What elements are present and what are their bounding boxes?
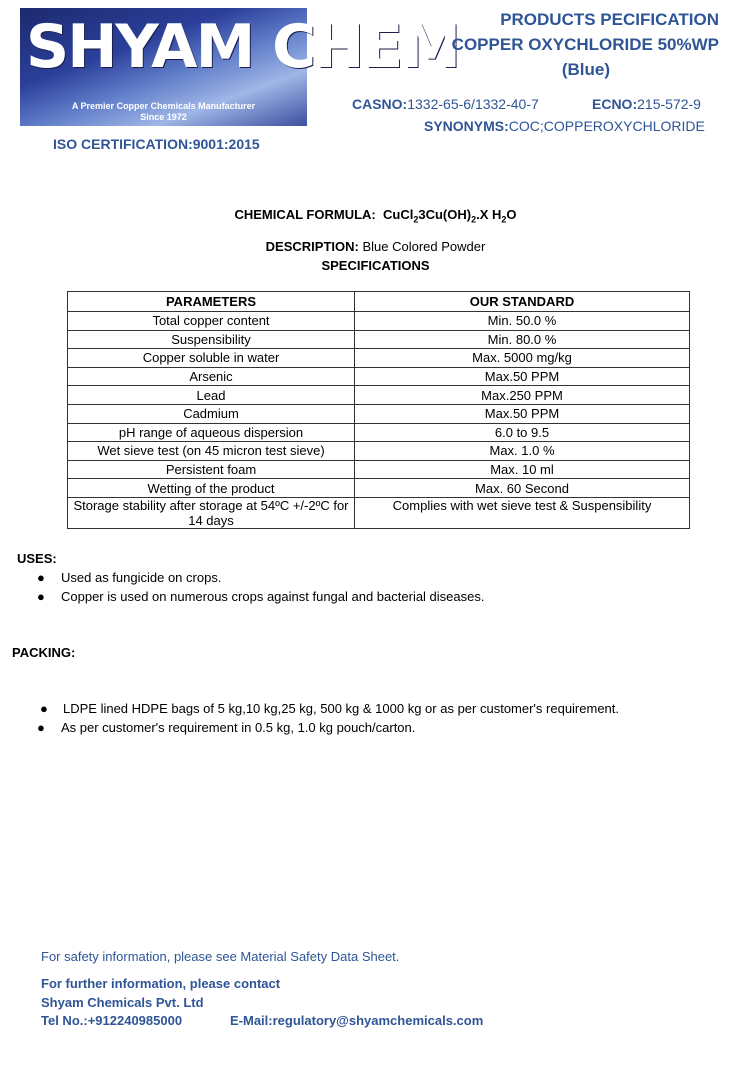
table-header-row xyxy=(68,292,690,312)
synonyms-label: SYNONYMS: xyxy=(424,118,509,134)
parameter-cell: Storage stability after storage at 54ºC +/-2ºC for 14 days xyxy=(68,497,355,528)
standard-cell: Max.50 PPM xyxy=(355,404,690,423)
list-item xyxy=(37,587,485,606)
parameter-cell: Total copper content xyxy=(68,312,355,331)
description-value: Blue Colored Powder xyxy=(362,239,486,254)
standard-cell: Min. 80.0 % xyxy=(355,330,690,349)
packing-heading: PACKING: xyxy=(12,645,76,660)
parameters-header: PARAMETERS xyxy=(68,292,355,312)
synonyms xyxy=(424,118,705,134)
specifications-heading: SPECIFICATIONS xyxy=(321,258,430,273)
parameter-cell: Arsenic xyxy=(68,367,355,386)
standard-cell: Complies with wet sieve test & Suspensibility xyxy=(355,497,690,528)
packing-list xyxy=(37,699,620,737)
doc-title: PRODUCTS PECIFICATION xyxy=(500,10,719,29)
safety-note: For safety information, please see Material Safety Data Sheet. xyxy=(41,949,400,964)
synonyms-value: COC;COPPEROXYCHLORIDE xyxy=(508,118,705,134)
parameter-cell: Wet sieve test (on 45 micron test sieve) xyxy=(68,442,355,461)
standard-header: OUR STANDARD xyxy=(355,292,690,312)
cas-value: 1332-65-6/1332-40-7 xyxy=(407,96,539,112)
list-item xyxy=(37,568,484,587)
logo-since: Since 1972 xyxy=(140,112,187,122)
bullet-icon: ● xyxy=(37,570,45,585)
formula-part: O xyxy=(506,207,517,222)
parameter-cell: Suspensibility xyxy=(68,330,355,349)
table-row xyxy=(68,460,690,479)
contact-heading: For further information, please contact xyxy=(41,976,281,991)
formula-sub: 2 xyxy=(471,214,477,225)
list-item xyxy=(40,699,620,718)
ec-label: ECNO: xyxy=(592,96,638,112)
standard-cell: Min. 50.0 % xyxy=(355,312,690,331)
formula-part: CuCl xyxy=(383,207,414,222)
table-row xyxy=(68,423,690,442)
table-row xyxy=(68,312,690,331)
list-item-text: Used as fungicide on crops. xyxy=(61,570,222,585)
bullet-icon: ● xyxy=(40,701,48,716)
parameter-cell: Cadmium xyxy=(68,404,355,423)
table-row xyxy=(68,367,690,386)
logo-tagline: A Premier Copper Chemicals Manufacturer xyxy=(71,101,256,111)
ec-value: 215-572-9 xyxy=(637,96,701,112)
table-row xyxy=(68,404,690,423)
table-row xyxy=(68,330,690,349)
formula-sub: 2 xyxy=(501,214,507,225)
standard-cell: Max. 5000 mg/kg xyxy=(355,349,690,368)
table-row xyxy=(68,349,690,368)
parameter-cell: Wetting of the product xyxy=(68,479,355,498)
table-row xyxy=(68,442,690,461)
specification-table xyxy=(67,291,690,529)
cas-number xyxy=(352,96,539,112)
bullet-icon: ● xyxy=(37,589,45,604)
formula-part: 3Cu(OH) xyxy=(418,207,472,222)
standard-cell: Max.50 PPM xyxy=(355,367,690,386)
uses-heading: USES: xyxy=(17,551,57,566)
chemical-formula xyxy=(0,207,751,225)
formula-label: CHEMICAL FORMULA: xyxy=(234,207,376,222)
logo-brand-text: SHYAM CHEM xyxy=(26,12,460,82)
standard-cell: 6.0 to 9.5 xyxy=(355,423,690,442)
list-item-text: As per customer's requirement in 0.5 kg, 1.0 kg pouch/carton. xyxy=(61,720,416,735)
bullet-icon: ● xyxy=(37,720,45,735)
ec-number xyxy=(592,96,701,112)
uses-list xyxy=(37,568,485,606)
list-item xyxy=(37,718,619,737)
telephone: Tel No.:+912240985000 xyxy=(41,1013,183,1028)
list-item-text: LDPE lined HDPE bags of 5 kg,10 kg,25 kg, 500 kg & 1000 kg or as per customer's requirement. xyxy=(63,701,620,716)
product-color: (Blue) xyxy=(561,60,610,79)
cas-label: CASNO: xyxy=(352,96,408,112)
table-row xyxy=(68,479,690,498)
parameter-cell: pH range of aqueous dispersion xyxy=(68,423,355,442)
formula-part: .X H xyxy=(476,207,502,222)
company-name: Shyam Chemicals Pvt. Ltd xyxy=(41,995,204,1010)
standard-cell: Max.250 PPM xyxy=(355,386,690,405)
iso-certification: ISO CERTIFICATION:9001:2015 xyxy=(53,136,260,152)
parameter-cell: Persistent foam xyxy=(68,460,355,479)
parameter-cell: Copper soluble in water xyxy=(68,349,355,368)
standard-cell: Max. 1.0 % xyxy=(355,442,690,461)
parameter-cell: Lead xyxy=(68,386,355,405)
product-name: COPPER OXYCHLORIDE 50%WP xyxy=(451,35,719,54)
description-label: DESCRIPTION: xyxy=(265,239,359,254)
standard-cell: Max. 10 ml xyxy=(355,460,690,479)
standard-cell: Max. 60 Second xyxy=(355,479,690,498)
table-row xyxy=(68,497,690,528)
table-row xyxy=(68,386,690,405)
email-link[interactable]: E-Mail:regulatory@shyamchemicals.com xyxy=(230,1013,484,1028)
formula-sub: 2 xyxy=(413,214,419,225)
list-item-text: Copper is used on numerous crops against fungal and bacterial diseases. xyxy=(61,589,485,604)
description xyxy=(0,239,751,254)
